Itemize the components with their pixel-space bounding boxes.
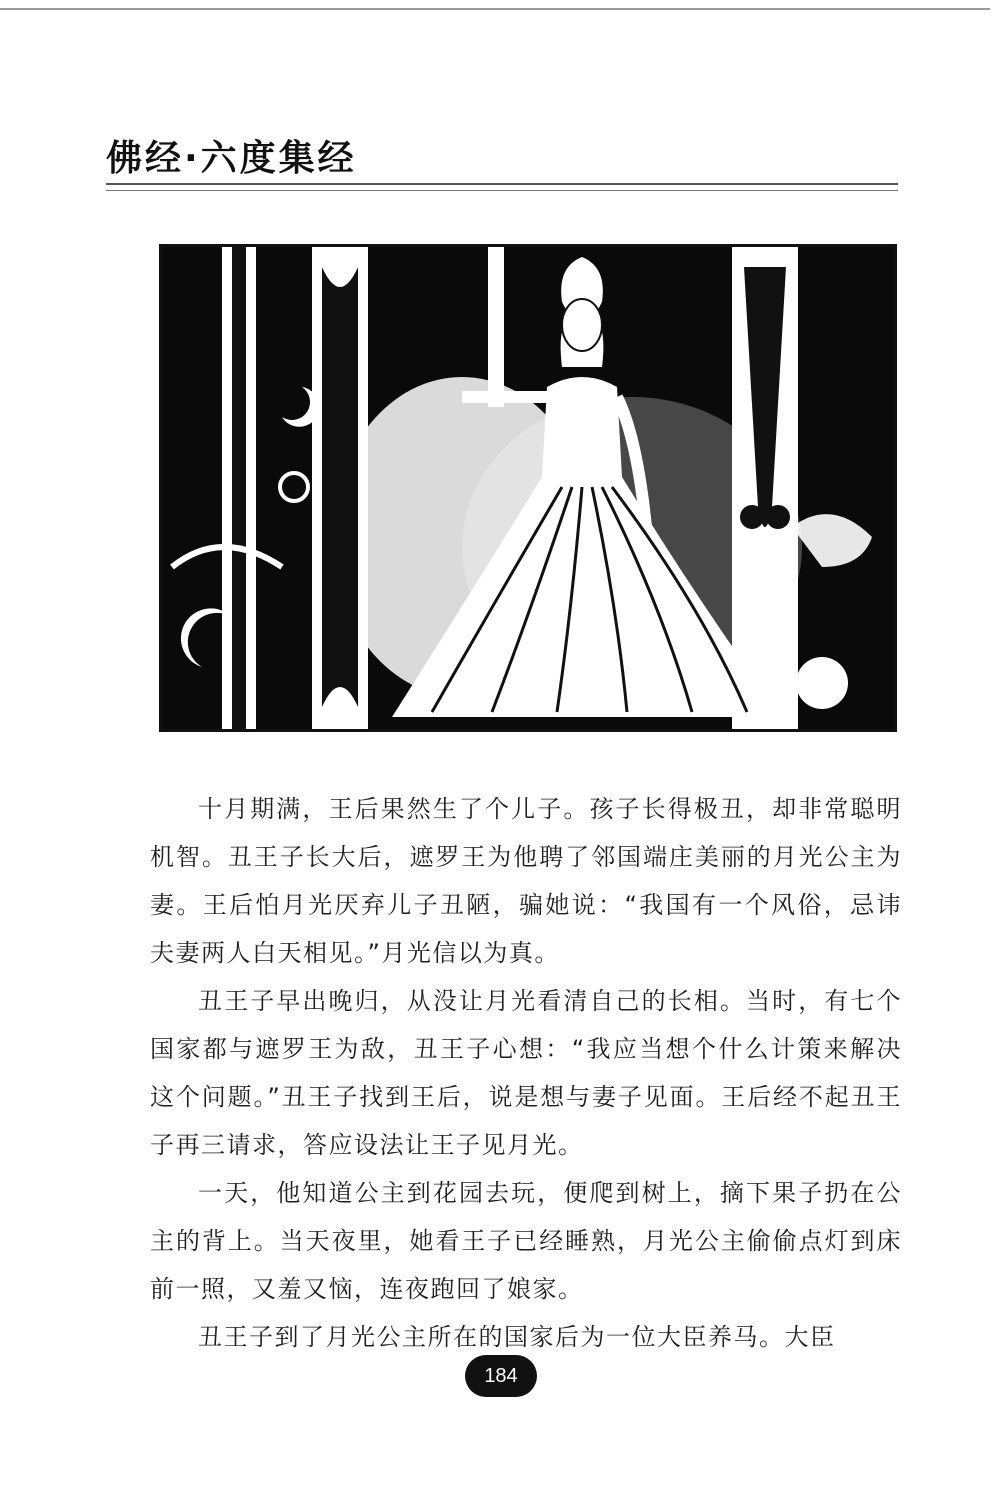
running-header-title: 佛经·六度集经 <box>106 138 357 179</box>
top-border-rule <box>0 8 990 10</box>
paragraph: 丑王子早出晚归，从没让月光看清自己的长相。当时，有七个国家都与遮罗王为敌，丑王子心想：“我应当想个什么计策来解决这个问题。”丑王子找到王后，说是想与妻子见面。王后经不起丑王子再三请求，答应设法让王子见月光。 <box>150 987 902 1159</box>
queen-in-palace-illustration <box>159 244 897 732</box>
illustration-artwork <box>162 247 894 729</box>
header-rule-thin <box>106 190 898 191</box>
main-text <box>150 785 902 1361</box>
header-rule <box>106 183 898 185</box>
paragraph: 一天，他知道公主到花园去玩，便爬到树上，摘下果子扔在公主的背上。当天夜里，她看王子已经睡熟，月光公主偷偷点灯到床前一照，又羞又恼，连夜跑回了娘家。 <box>150 1179 902 1303</box>
page-number-badge: 184 <box>465 1355 537 1397</box>
paragraph: 十月期满，王后果然生了个儿子。孩子长得极丑，却非常聪明机智。丑王子长大后，遮罗王为他聘了邻国端庄美丽的月光公主为妻。王后怕月光厌弃儿子丑陋，骗她说：“我国有一个风俗，忌讳夫妻两人白天相见。”月光信以为真。 <box>150 795 902 967</box>
paragraph: 丑王子到了月光公主所在的国家后为一位大臣养马。大臣 <box>198 1323 836 1351</box>
